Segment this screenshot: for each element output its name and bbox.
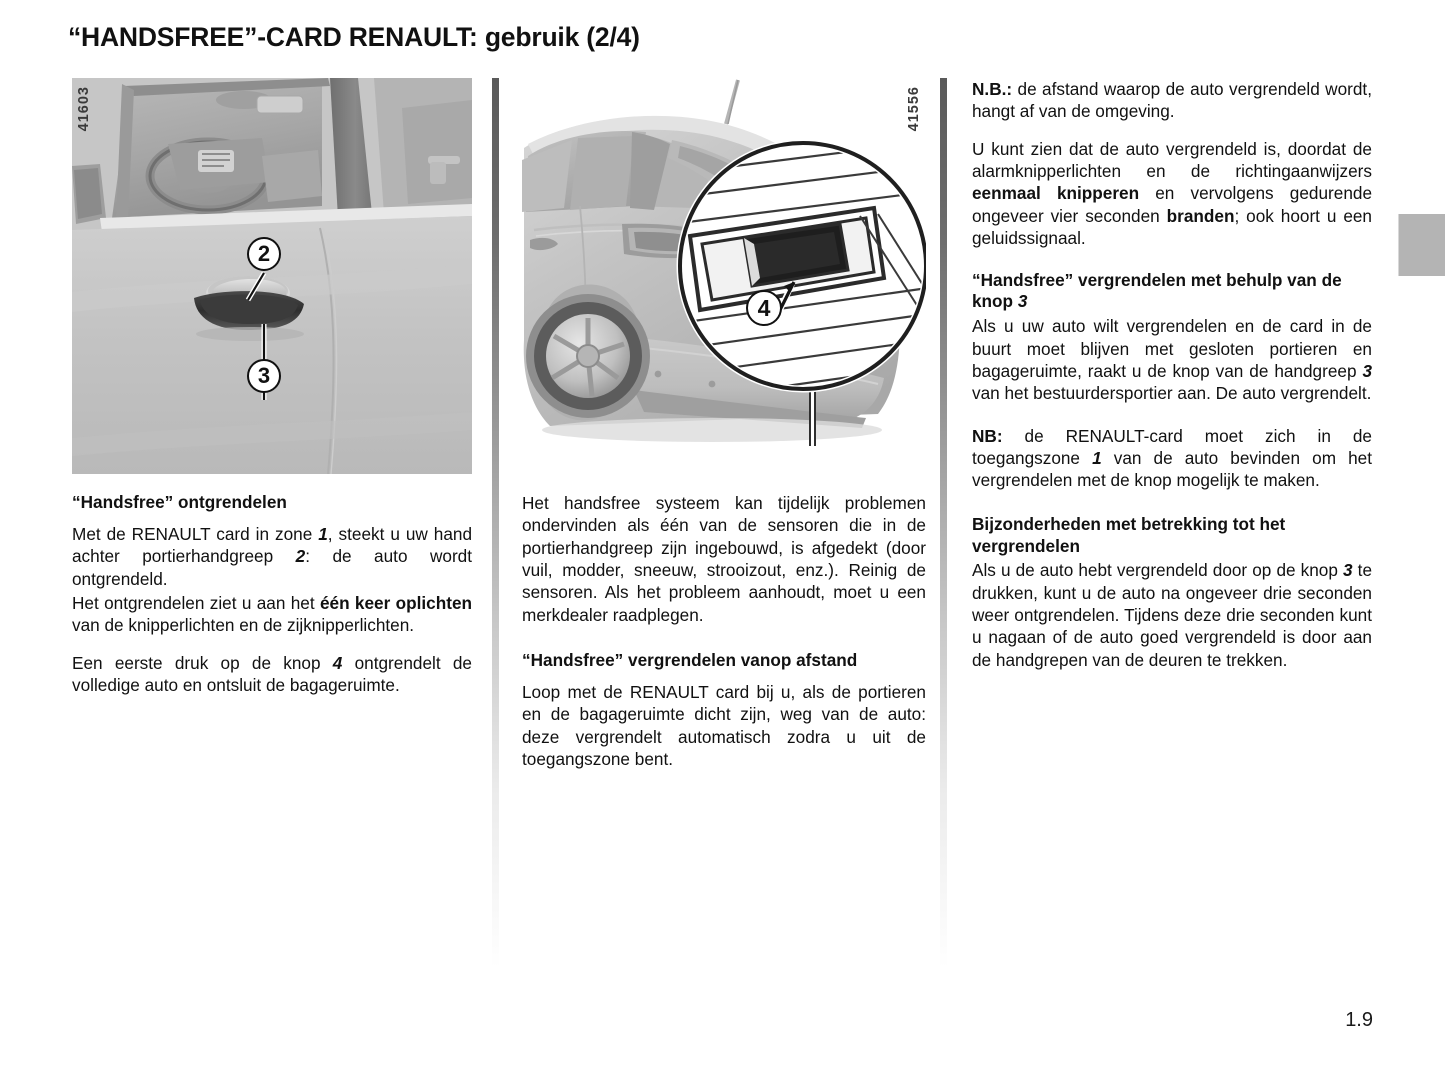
paragraph-nb-access-zone [972,425,1372,492]
right-column [972,78,1372,686]
ref-number-3: 3 [1343,560,1353,581]
text-run: en vervolgens gedurende ongeveer vier seconden [972,183,1372,226]
paragraph-lock-confirmation [972,138,1372,250]
text-run: ontgrendelt de volledige auto en ontsluit de bagageruimte. [72,652,472,695]
heading-remote-lock: “Handsfree” vergrendelen vanop afstand [522,650,858,671]
ref-number-1: 1 [318,523,328,544]
text-run: U kunt zien dat de auto vergrendeld is, doordat de alarmknipperlichten en de richtingaanwijzers [972,138,1372,182]
emphasis-flash-once: eenmaal knipperen [972,183,1140,204]
text-run: , steekt u uw hand achter portierhandgreep [72,523,472,567]
text-run: Met de RENAULT card in zone [72,523,319,544]
callout-3: 3 [247,359,281,393]
emphasis-one-flash: één keer oplichten [319,592,473,613]
figure-id-label-middle: 41556 [906,86,922,132]
figure-rear-hatch [522,78,926,474]
text-run: van de knipperlichten en de zijknipperlichten. [72,615,415,636]
left-text-block [72,492,472,696]
text-run: de afstand waarop de auto vergrendeld wordt, hangt af van de omgeving. [972,79,1372,122]
text-run: “Handsfree” vergrendelen met behulp van de knop [972,269,1342,312]
heading-handsfree-unlock: “Handsfree” ontgrendelen [72,492,287,512]
ref-number-3: 3 [1362,360,1372,381]
text-run: van de auto bevinden om het vergrendelen met de knop mogelijk te maken. [972,448,1372,491]
heading-lock-with-button-3 [972,270,1372,314]
text-run: Een eerste druk op de knop [72,652,333,673]
middle-text-block [522,492,926,770]
page-number: 1.9 [1345,1009,1373,1031]
paragraph-unlock-zone [72,523,472,590]
page-title: “HANDSFREE”-CARD RENAULT: gebruik (2/4) [68,22,640,52]
column-divider-1 [492,78,499,968]
chapter-edge-tab [1398,214,1445,276]
paragraph-remote-lock: Loop met de RENAULT card bij u, als de portieren en de bagageruimte dicht zijn, weg van de auto: deze vergrendelt automatisch zodra u uit de toegangszone bent. [522,682,926,770]
heading-locking-specifics: Bijzonderheden met betrekking tot het vergrendelen [972,513,1286,556]
paragraph-unlock-button-4 [72,652,472,697]
nb-label: N.B.: [972,79,1013,99]
middle-column [522,78,926,785]
paragraph-lock-with-button [972,315,1372,404]
text-run: van het bestuurdersportier aan. De auto vergrendelt. [972,383,1372,404]
ref-number-2: 2 [295,546,306,567]
text-run: ; ook hoort u een geluidssignaal. [972,205,1372,249]
callout-2: 2 [247,237,281,271]
text-run: de RENAULT-card moet zich in de toegangszone [972,425,1372,468]
paragraph-nb-distance [972,78,1372,123]
emphasis-stay-lit: branden [1166,205,1235,226]
column-divider-2 [940,78,947,968]
paragraph-sensor-problems: Het handsfree systeem kan tijdelijk problemen ondervinden als één van de sensoren die in de portierhandgreep zijn ingebouwd, is afgedekt (door vuil, modder, sneeuw, strooizout, enz.). Reinig de sensoren. Als het probleem aanhoudt, moet u een merkdealer raadplegen. [522,493,926,625]
figure-door-handle [72,78,472,474]
rear-hatch-illustration [522,78,926,474]
text-run: te drukken, kunt u de auto na ongeveer drie seconden weer ontgrendelen. Tijdens deze drie seconden kunt u nagaan of de auto goed vergrendeld is door aan de handgrepen van de deuren te trekken. [972,560,1372,670]
ref-number-4: 4 [332,652,343,673]
paragraph-unlock-indication [72,592,472,637]
callout-4: 4 [746,290,782,326]
text-run: Als u de auto hebt vergrendeld door op de knop [972,560,1344,581]
ref-number-1: 1 [1092,448,1102,468]
text-run: Als u uw auto wilt vergrendelen en de card in de buurt moet blijven met gesloten portieren en bagageruimte, raakt u de knop van de handgreep [972,316,1372,381]
paragraph-locking-specifics [972,559,1372,671]
nb-label: NB: [972,425,1003,446]
figure-id-label-left: 41603 [76,86,92,132]
ref-number-3: 3 [1017,291,1028,312]
text-run: Het ontgrendelen ziet u aan het [72,592,320,613]
door-handle-illustration [72,78,472,474]
text-run: : de auto wordt ontgrendeld. [72,546,473,589]
left-column [72,78,472,711]
